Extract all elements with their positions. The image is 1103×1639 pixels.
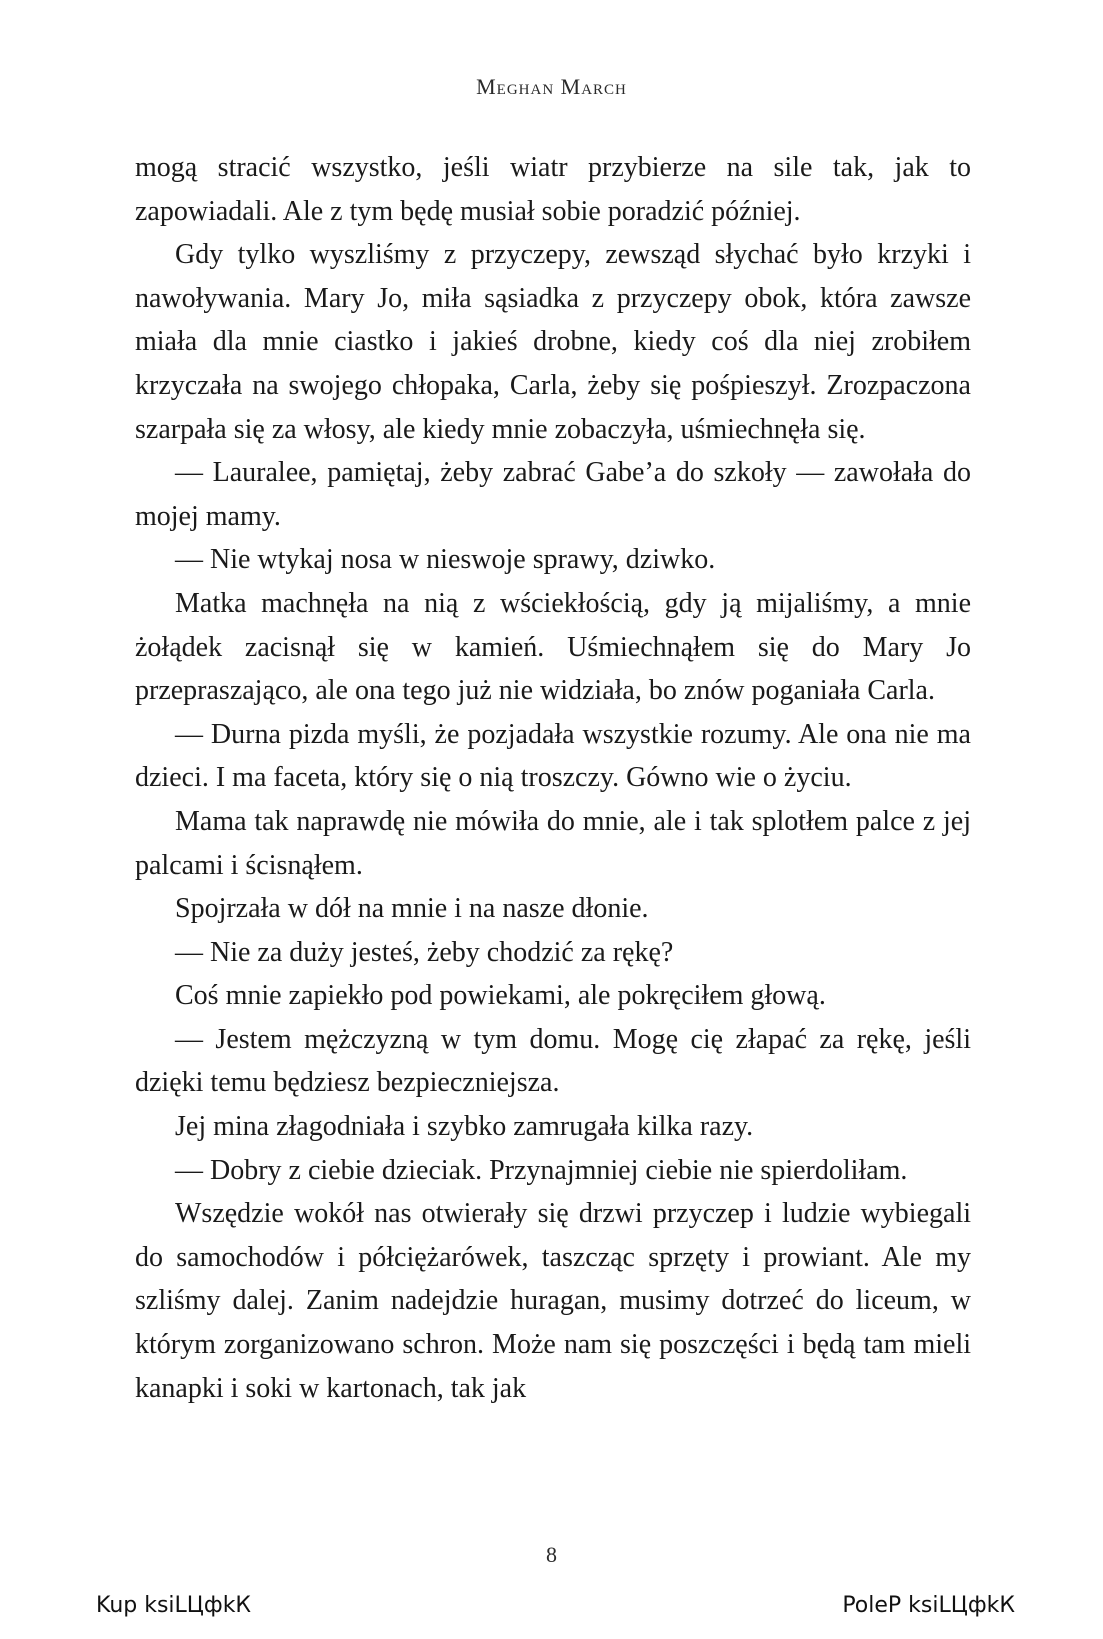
page-number: 8 <box>546 1542 557 1567</box>
buy-book-link[interactable]: Kup ksiLЦфkК <box>96 1593 252 1618</box>
paragraph-12: Jej mina złagodniała i szybko zamrugała kilka razy. <box>175 1111 754 1143</box>
paragraph-9: — Nie za duży jesteś, żeby chodzić za rękę? <box>175 936 674 968</box>
paragraph-4: — Nie wtykaj nosa w nieswoje sprawy, dziwko. <box>175 544 716 576</box>
paragraph-14: Wszędzie wokół nas otwierały się drzwi przyczep i ludzie wybiegali do samochodów i półciężarówek, taszcząc sprzęty i prowiant. Ale my szliśmy dalej. Zanim nadejdzie huragan, musimy dotrzeć do liceum, w którym zorganizowano schron. Może nam się poszczęści i będą tam mieli kanapki i soki w kartonach, tak jak <box>135 1198 971 1404</box>
paragraph-6: — Durna pizda myśli, że pozjadała wszystkie rozumy. Ale ona nie ma dzieci. I ma faceta, który się o nią troszczy. Gówno wie o życiu. <box>135 718 971 794</box>
paragraph-13: — Dobry z ciebie dzieciak. Przynajmniej ciebie nie spierdoliłam. <box>175 1154 908 1186</box>
paragraph-5: Matka machnęła na nią z wściekłością, gdy ją mijaliśmy, a mnie żołądek zacisnął się w kamień. Uśmiechnąłem się do Mary Jo przepraszająco, ale ona tego już nie widziała, bo znów poganiała Carla. <box>135 587 971 707</box>
running-head-author: Meghan March <box>476 74 627 99</box>
paragraph-8: Spojrzała w dół na mnie i na nasze dłonie. <box>175 893 649 925</box>
page-body-text <box>135 146 971 1410</box>
recommend-book-link[interactable]: PoleP ksiLЦфkК <box>842 1593 1015 1618</box>
paragraph-11: — Jestem mężczyzną w tym domu. Mogę cię złapać za rękę, jeśli dzięki temu będziesz bezpieczniejsza. <box>135 1023 971 1099</box>
paragraph-3: — Lauralee, pamiętaj, żeby zabrać Gabe’a do szkoły — zawołała do mojej mamy. <box>135 457 971 532</box>
paragraph-7: Mama tak naprawdę nie mówiła do mnie, ale i tak splotłem palce z jej palcami i ścisnąłem. <box>135 805 971 881</box>
paragraph-1: mogą stracić wszystko, jeśli wiatr przybierze na sile tak, jak to zapowiadali. Ale z tym będę musiał sobie poradzić później. <box>135 152 971 227</box>
paragraph-10: Coś mnie zapiekło pod powiekami, ale pokręciłem głową. <box>175 980 826 1012</box>
paragraph-2: Gdy tylko wyszliśmy z przyczepy, zewsząd słychać było krzyki i nawoływania. Mary Jo, miła sąsiadka z przyczepy obok, która zawsze miała dla mnie ciastko i jakieś drobne, kiedy coś dla niej zrobiłem krzyczała na swojego chłopaka, Carla, żeby się pośpieszył. Zrozpaczona szarpała się za włosy, ale kiedy mnie zobaczyła, uśmiechnęła się. <box>135 239 971 445</box>
